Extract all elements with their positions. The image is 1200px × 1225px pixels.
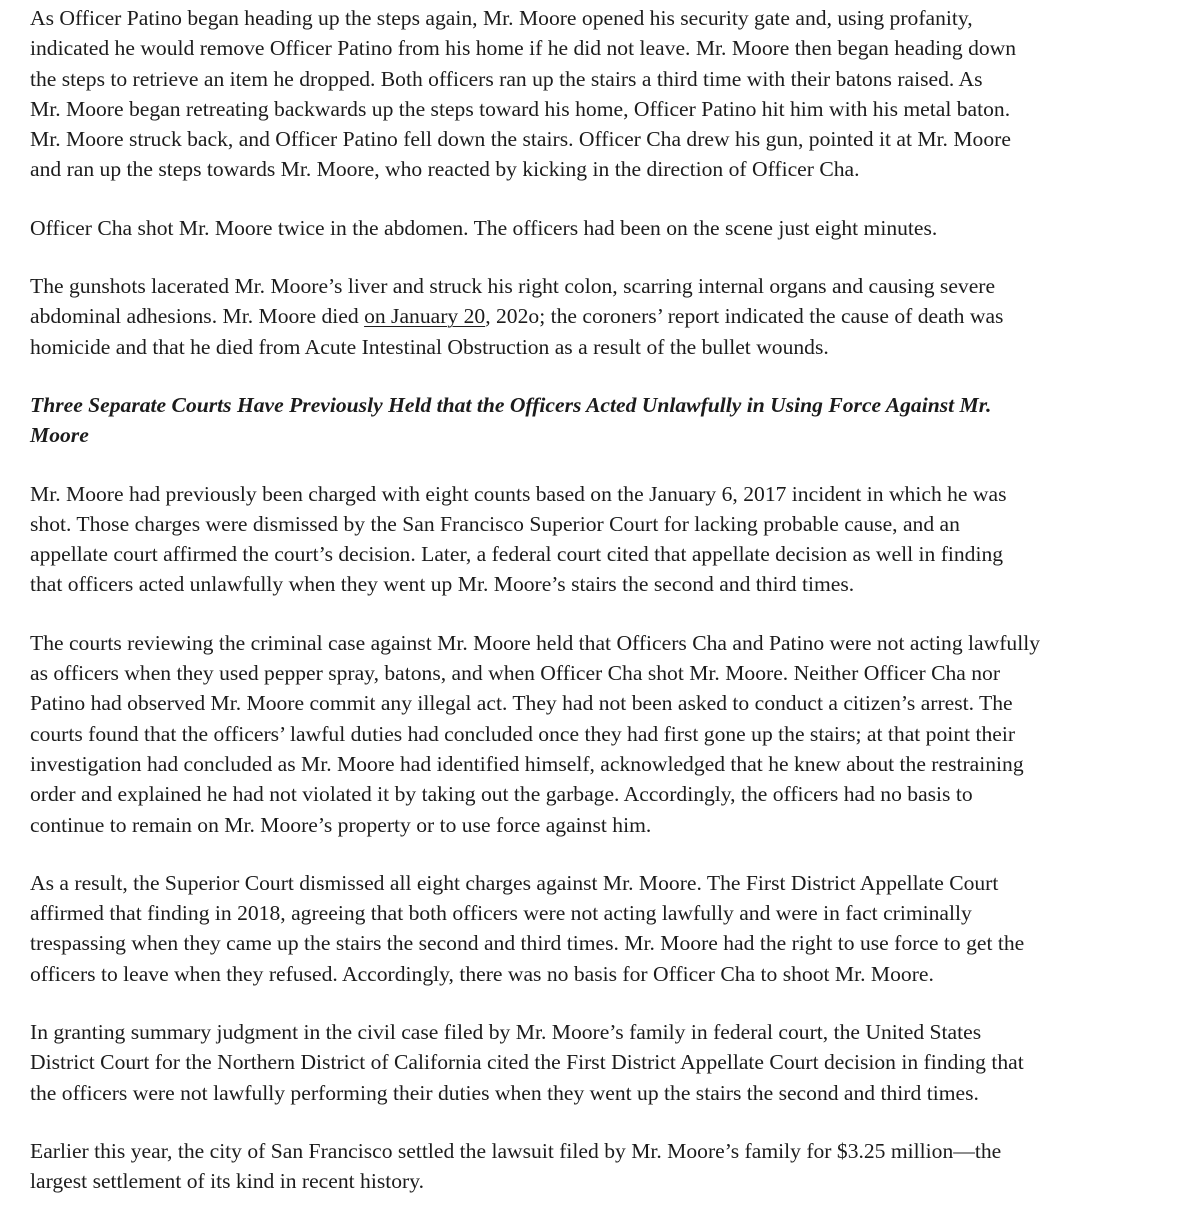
paragraph-shooting	[30, 213, 1190, 243]
paragraph-settlement	[30, 1136, 1190, 1197]
text-line: that officers acted unlawfully when they went up Mr. Moore’s stairs the second and third times.	[30, 572, 855, 597]
text-line: In granting summary judgment in the civil case filed by Mr. Moore’s family in federal court, the United States	[30, 1020, 982, 1045]
text-line: affirmed that finding in 2018, agreeing that both officers were not acting lawfully and were in fact criminally	[30, 901, 972, 926]
text-line: Patino had observed Mr. Moore commit any illegal act. They had not been asked to conduct a citizen’s arrest. The	[30, 691, 1013, 716]
text-line: indicated he would remove Officer Patino from his home if he did not leave. Mr. Moore then began heading down	[30, 36, 1017, 61]
text-line: As Officer Patino began heading up the steps again, Mr. Moore opened his security gate and, using profanity,	[30, 6, 973, 30]
text-line: Earlier this year, the city of San Francisco settled the lawsuit filed by Mr. Moore’s family for $3.25 million—the	[30, 1138, 1002, 1163]
text-line: appellate court affirmed the court’s decision. Later, a federal court cited that appellate decision as well in finding	[30, 542, 1004, 567]
text-line: Mr. Moore began retreating backwards up the steps toward his home, Officer Patino hit him with his metal baton.	[30, 96, 1011, 121]
text-line: officers to leave when they refused. Accordingly, there was no basis for Officer Cha to shoot Mr. Moore.	[30, 961, 934, 986]
text-line: investigation had concluded as Mr. Moore had identified himself, acknowledged that he knew about the restraining	[30, 751, 1024, 776]
document-page	[30, 3, 1190, 1225]
underlined-date: on January 20	[364, 304, 486, 329]
paragraph-summary-judgment	[30, 1017, 1190, 1108]
text-line: As a result, the Superior Court dismissed all eight charges against Mr. Moore. The First District Appellate Court	[30, 870, 999, 895]
text-line: order and explained he had not violated it by taking out the garbage. Accordingly, the officers had no basis to	[30, 782, 973, 807]
text-line: the steps to retrieve an item he dropped. Both officers ran up the stairs a third time with their batons raised. As	[30, 66, 983, 91]
text-segment: abdominal adhesions. Mr. Moore died	[30, 304, 365, 329]
paragraph-dismissal	[30, 868, 1190, 989]
heading-line: Three Separate Courts Have Previously Held that the Officers Acted Unlawfully in Using Force Against Mr.	[30, 392, 992, 417]
text-line: continue to remain on Mr. Moore’s property or to use force against him.	[30, 812, 652, 837]
paragraph-confrontation	[30, 3, 1190, 185]
text-line: and ran up the steps towards Mr. Moore, who reacted by kicking in the direction of Officer Cha.	[30, 157, 860, 182]
paragraph-injuries	[30, 271, 1190, 362]
text-line: largest settlement of its kind in recent history.	[30, 1169, 425, 1194]
text-line: Officer Cha shot Mr. Moore twice in the abdomen. The officers had been on the scene just eight minutes.	[30, 215, 938, 240]
text-line: as officers when they used pepper spray, batons, and when Officer Cha shot Mr. Moore. Neither Officer Cha nor	[30, 661, 1001, 686]
text-line: The gunshots lacerated Mr. Moore’s liver and struck his right colon, scarring internal organs and causing severe	[30, 274, 996, 299]
text-segment: , 202o; the coroners’ report indicated the cause of death was	[485, 304, 1004, 329]
text-line: Mr. Moore had previously been charged with eight counts based on the January 6, 2017 incident in which he was	[30, 481, 1007, 506]
text-line: the officers were not lawfully performing their duties when they went up the stairs the second and third times.	[30, 1080, 979, 1105]
text-line: courts found that the officers’ lawful duties had concluded once they had first gone up the stairs; at that point their	[30, 721, 1016, 746]
section-heading	[30, 390, 1190, 451]
text-line: District Court for the Northern District of California cited the First District Appellate Court decision in finding that	[30, 1050, 1024, 1075]
text-line: shot. Those charges were dismissed by the San Francisco Superior Court for lacking probable cause, and an	[30, 511, 960, 536]
paragraph-court-review	[30, 628, 1190, 840]
text-line: The courts reviewing the criminal case against Mr. Moore held that Officers Cha and Patino were not acting lawfully	[30, 630, 1041, 655]
text-line: homicide and that he died from Acute Intestinal Obstruction as a result of the bullet wounds.	[30, 334, 829, 359]
heading-line: Moore	[30, 423, 89, 448]
paragraph-charges	[30, 479, 1190, 600]
text-line	[30, 301, 1190, 331]
text-line: trespassing when they came up the stairs the second and third times. Mr. Moore had the right to use force to get the	[30, 931, 1025, 956]
text-line: Mr. Moore struck back, and Officer Patino fell down the stairs. Officer Cha drew his gun, pointed it at Mr. Moore	[30, 127, 1011, 152]
